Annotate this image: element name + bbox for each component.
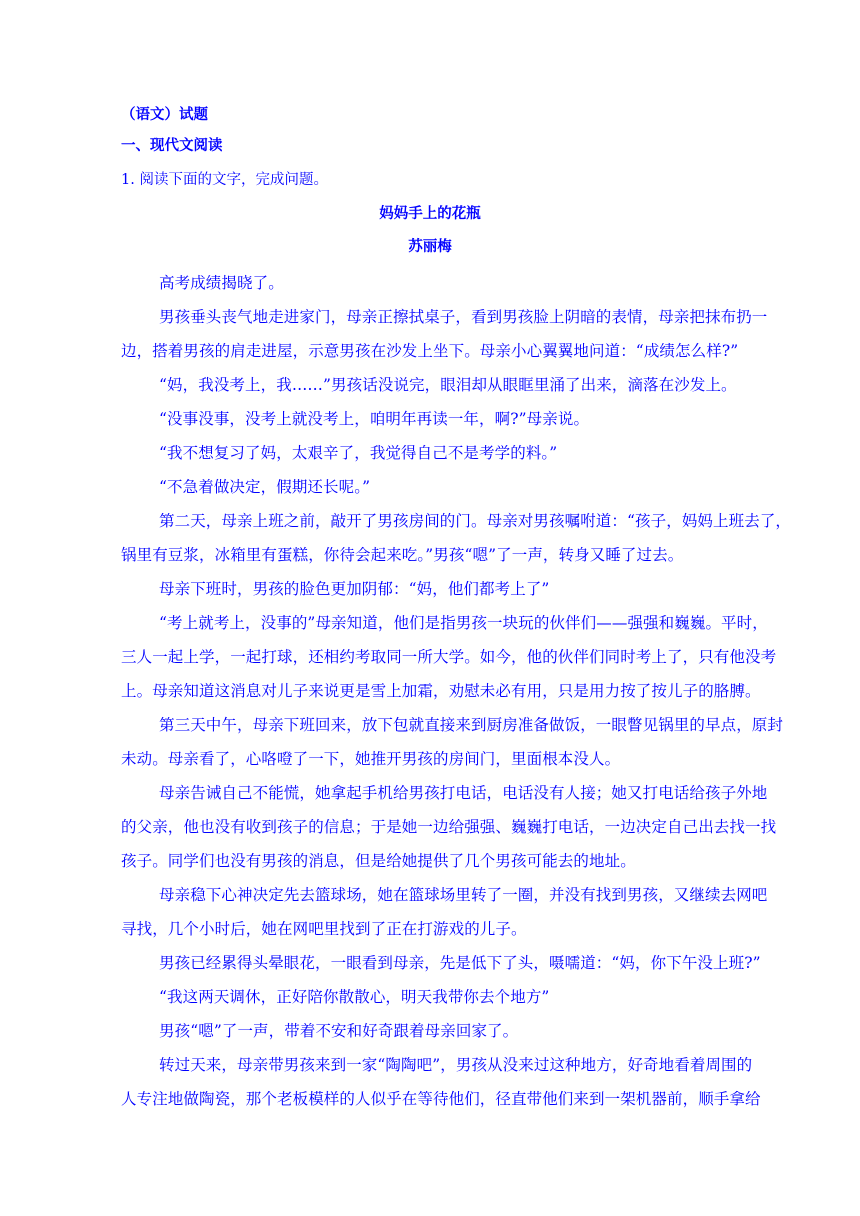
article-line: 锅里有豆浆，冰箱里有蛋糕，你待会起来吃。”男孩“嗯”了一声，转身又睡了过去。 [121,546,684,564]
article-line: “考上就考上，没事的”母亲知道，他们是指男孩一块玩的伙伴们——强强和巍巍。平时， [159,614,768,632]
article-line: 转过天来，母亲带男孩来到一家“陶陶吧”，男孩从没来过这种地方，好奇地看着周围的 [159,1056,753,1074]
article-author: 苏丽梅 [408,239,452,255]
article-line: “妈，我没考上，我……”男孩话没说完，眼泪却从眼眶里涌了出来，滴落在沙发上。 [159,376,737,394]
article-line: 边，搭着男孩的肩走进屋，示意男孩在沙发上坐下。母亲小心翼翼地问道：“成绩怎么样?” [121,342,739,360]
section-title: 一、现代文阅读 [121,138,223,154]
article-body [121,266,792,1116]
article-line: 第三天中午，母亲下班回来，放下包就直接来到厨房准备做饭，一眼瞥见锅里的早点，原封 [159,716,784,734]
article-line: 的父亲，他也没有收到孩子的信息；于是她一边给强强、巍巍打电话，一边决定自己出去找一找 [121,818,777,836]
article-line: 上。母亲知道这消息对儿子来说更是雪上加霜，劝慰未必有用，只是用力按了按儿子的胳膊。 [121,682,761,700]
article-line: 人专注地做陶瓷，那个老板模样的人似乎在等待他们，径直带他们来到一架机器前，顺手拿给 [121,1090,761,1108]
article-line: 未动。母亲看了，心咯噔了一下，她推开男孩的房间门，里面根本没人。 [121,750,621,768]
article-title: 妈妈手上的花瓶 [379,206,481,222]
article-line: 孩子。同学们也没有男孩的消息，但是给她提供了几个男孩可能去的地址。 [121,852,636,870]
article-line: 母亲下班时，男孩的脸色更加阴郁：“妈，他们都考上了” [159,580,550,598]
article-line: 三人一起上学，一起打球，还相约考取同一所大学。如今，他的伙伴们同时考上了，只有他没考 [121,648,777,666]
subject-title: （语文）试题 [121,107,208,123]
article-line: 第二天，母亲上班之前，敲开了男孩房间的门。母亲对男孩嘱咐道：“孩子，妈妈上班去了， [159,512,792,530]
article-line: 高考成绩揭晓了。 [159,274,284,292]
article-line: “我这两天调休，正好陪你散散心，明天我带你去个地方” [159,988,550,1006]
article-line: 男孩“嗯”了一声，带着不安和好奇跟着母亲回家了。 [159,1022,519,1040]
article-line: 母亲稳下心神决定先去篮球场，她在篮球场里转了一圈，并没有找到男孩，又继续去网吧 [159,886,768,904]
page-content [121,100,792,1116]
article-line: “不急着做决定，假期还长呢。” [159,478,371,496]
article-line: 母亲告诫自己不能慌，她拿起手机给男孩打电话，电话没有人接；她又打电话给孩子外地 [159,784,768,802]
question-instruction: 1. 阅读下面的文字，完成问题。 [121,172,328,188]
article-line: 男孩已经累得头晕眼花，一眼看到母亲，先是低下了头，嗫嚅道：“妈，你下午没上班?” [159,954,761,972]
article-line: “没事没事，没考上就没考上，咱明年再读一年，啊?”母亲说。 [159,410,590,428]
article-line: 男孩垂头丧气地走进家门，母亲正擦拭桌子，看到男孩脸上阴暗的表情，母亲把抹布扔一 [159,308,768,326]
article-line: 寻找，几个小时后，她在网吧里找到了正在打游戏的儿子。 [121,920,527,938]
article-line: “我不想复习了妈，太艰辛了，我觉得自己不是考学的料。” [159,444,558,462]
